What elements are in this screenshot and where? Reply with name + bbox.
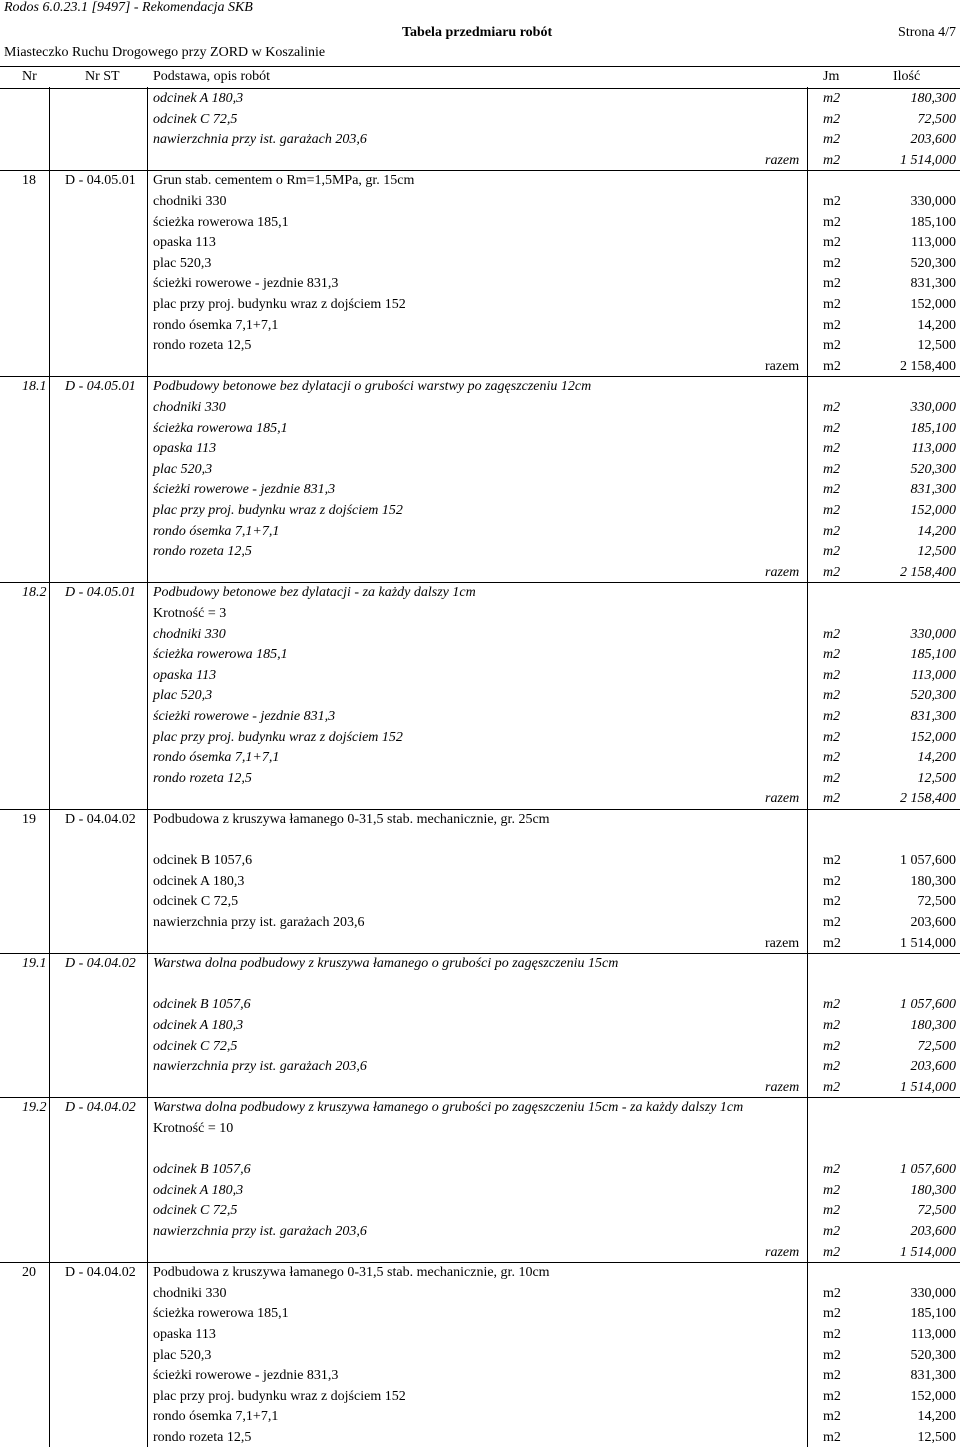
line-unit: m2 — [823, 997, 841, 1013]
subtotal-unit: m2 — [823, 152, 841, 168]
line-quantity: 831,300 — [910, 482, 956, 498]
line-unit: m2 — [823, 1038, 841, 1054]
subtotal-quantity: 2 158,400 — [900, 791, 956, 807]
line-unit: m2 — [823, 853, 841, 869]
line-description: plac 520,3 — [153, 688, 213, 704]
line-unit: m2 — [823, 91, 841, 106]
line-description: plac 520,3 — [153, 461, 213, 477]
line-description: rondo ósemka 7,1+7,1 — [153, 317, 279, 333]
line-unit: m2 — [823, 1327, 841, 1342]
line-unit: m2 — [823, 1430, 841, 1445]
line-quantity: 12,500 — [917, 338, 956, 354]
line-description: plac 520,3 — [153, 1347, 212, 1363]
table-row — [0, 315, 960, 336]
table-row — [0, 273, 960, 294]
line-unit: m2 — [823, 544, 841, 560]
subtotal-quantity: 2 158,400 — [900, 358, 956, 374]
line-description: odcinek C 72,5 — [153, 894, 239, 910]
spec-code: D - 04.05.01 — [65, 585, 136, 601]
subtotal-label: razem — [765, 152, 800, 168]
line-quantity: 185,100 — [910, 420, 956, 436]
line-description: rondo rozeta 12,5 — [153, 338, 252, 354]
line-unit: m2 — [823, 420, 841, 436]
table-row — [0, 624, 960, 645]
line-description: odcinek A 180,3 — [153, 873, 245, 889]
item-description: Podbudowy betonowe bez dylatacji o grubości warstwy po zagęszczeniu 12cm — [153, 379, 592, 395]
line-description: odcinek B 1057,6 — [153, 1162, 251, 1178]
subtotal-unit: m2 — [823, 564, 841, 580]
line-quantity: 520,300 — [910, 1347, 956, 1363]
line-description: rondo ósemka 7,1+7,1 — [153, 523, 280, 539]
item-number: 19.2 — [22, 1100, 47, 1116]
spec-code: D - 04.05.01 — [65, 379, 136, 395]
table-row — [0, 1221, 960, 1242]
table-row — [0, 541, 960, 562]
item-description: Grun stab. cementem o Rm=1,5MPa, gr. 15cm — [153, 173, 415, 189]
table-row — [0, 438, 960, 459]
table-row — [0, 1036, 960, 1057]
line-description: opaska 113 — [153, 235, 216, 251]
line-description: ścieżki rowerowe - jezdnie 831,3 — [153, 482, 336, 498]
line-quantity: 1 057,600 — [900, 1162, 956, 1178]
line-description: opaska 113 — [153, 667, 217, 683]
line-quantity: 113,000 — [911, 235, 956, 251]
line-description: odcinek A 180,3 — [153, 1182, 244, 1198]
line-description: odcinek A 180,3 — [153, 1018, 244, 1033]
table-row — [0, 232, 960, 253]
item-number: 19.1 — [22, 956, 47, 972]
line-description: nawierzchnia przy ist. garażach 203,6 — [153, 132, 367, 148]
table-row — [0, 912, 960, 933]
document-title: Tabela przedmiaru robót — [402, 25, 553, 40]
item-description: Warstwa dolna podbudowy z kruszywa łamanego o grubości po zagęszczeniu 15cm — [153, 956, 619, 972]
table-row — [0, 665, 960, 686]
line-quantity: 14,200 — [917, 317, 956, 333]
header-description: Podstawa, opis robót — [153, 69, 271, 84]
line-description: plac 520,3 — [153, 255, 212, 271]
table-row — [0, 1056, 960, 1077]
line-description: plac przy proj. budynku wraz z dojściem 152 — [153, 503, 403, 518]
line-unit: m2 — [823, 276, 841, 292]
blank-row — [0, 974, 960, 995]
table-row — [0, 1365, 960, 1386]
subtotal-unit: m2 — [823, 935, 841, 951]
line-unit: m2 — [823, 400, 841, 415]
header-nr: Nr — [22, 69, 37, 84]
line-description: ścieżki rowerowe - jezdnie 831,3 — [153, 276, 339, 292]
table-row — [0, 418, 960, 439]
line-description: ścieżki rowerowe - jezdnie 831,3 — [153, 709, 336, 724]
line-quantity: 180,300 — [910, 1182, 956, 1198]
line-unit: m2 — [823, 523, 841, 539]
subtotal-row — [0, 933, 960, 954]
line-unit: m2 — [823, 1409, 841, 1425]
header-quantity: Ilość — [893, 69, 921, 84]
line-description: odcinek C 72,5 — [153, 1203, 238, 1219]
line-quantity: 180,300 — [910, 1018, 956, 1033]
line-unit: m2 — [823, 1162, 841, 1178]
line-description: nawierzchnia przy ist. garażach 203,6 — [153, 1224, 367, 1239]
table-row — [0, 1324, 960, 1345]
line-quantity: 152,000 — [910, 729, 956, 745]
subtotal-row — [0, 1077, 960, 1098]
item-header-row — [0, 809, 960, 830]
header-unit: Jm — [823, 69, 840, 84]
line-unit: m2 — [823, 1388, 841, 1404]
line-unit: m2 — [823, 503, 841, 518]
line-unit: m2 — [823, 750, 841, 766]
line-description: chodniki 330 — [153, 400, 226, 415]
line-quantity: 180,300 — [910, 91, 956, 106]
line-description: rondo ósemka 7,1+7,1 — [153, 750, 280, 766]
line-quantity: 72,500 — [917, 111, 956, 127]
multiplier-note — [0, 1118, 960, 1139]
table-row — [0, 459, 960, 480]
line-quantity: 1 057,600 — [900, 853, 956, 869]
line-description: chodniki 330 — [153, 626, 226, 642]
project-name: Miasteczko Ruchu Drogowego przy ZORD w Koszalinie — [4, 45, 326, 60]
line-description: odcinek C 72,5 — [153, 1038, 238, 1054]
line-description: chodniki 330 — [153, 1285, 227, 1301]
line-unit: m2 — [823, 317, 841, 333]
subtotal-label: razem — [765, 935, 800, 951]
line-quantity: 113,000 — [911, 441, 956, 457]
line-description: nawierzchnia przy ist. garażach 203,6 — [153, 915, 365, 930]
line-quantity: 72,500 — [917, 894, 956, 910]
line-description: chodniki 330 — [153, 194, 227, 209]
subtotal-unit: m2 — [823, 1244, 841, 1260]
spec-code: D - 04.04.02 — [65, 956, 136, 972]
line-quantity: 185,100 — [910, 647, 956, 663]
line-quantity: 113,000 — [911, 667, 956, 683]
multiplier-text: Krotność = 10 — [153, 1121, 234, 1136]
line-quantity: 180,300 — [910, 873, 956, 889]
line-quantity: 12,500 — [917, 544, 956, 560]
blank-row — [0, 1139, 960, 1160]
item-number: 20 — [22, 1265, 36, 1281]
line-unit: m2 — [823, 482, 841, 498]
line-description: ścieżka rowerowa 185,1 — [153, 420, 288, 436]
line-description: plac przy proj. budynku wraz z dojściem 152 — [153, 729, 403, 745]
line-description: plac przy proj. budynku wraz z dojściem 152 — [153, 297, 406, 312]
table-row — [0, 644, 960, 665]
line-quantity: 520,300 — [910, 461, 956, 477]
line-quantity: 520,300 — [910, 688, 956, 704]
line-quantity: 12,500 — [917, 770, 956, 786]
subtotal-row — [0, 356, 960, 377]
program-version: Rodos 6.0.23.1 [9497] - Rekomendacja SKB — [4, 0, 253, 15]
line-quantity: 330,000 — [910, 626, 956, 642]
subtotal-unit: m2 — [823, 1079, 841, 1095]
line-unit: m2 — [823, 235, 841, 251]
multiplier-note — [0, 603, 960, 624]
subtotal-row — [0, 150, 960, 171]
line-description: opaska 113 — [153, 441, 217, 457]
table-row — [0, 129, 960, 150]
item-header-row — [0, 1262, 960, 1283]
line-quantity: 203,600 — [910, 1224, 956, 1239]
line-quantity: 831,300 — [910, 276, 956, 292]
item-description: Warstwa dolna podbudowy z kruszywa łamanego o grubości po zagęszczeniu 15cm - za każdy dalszy 1cm — [153, 1100, 744, 1116]
spec-code: D - 04.04.02 — [65, 1100, 136, 1116]
line-description: ścieżka rowerowa 185,1 — [153, 214, 289, 230]
line-unit: m2 — [823, 111, 841, 127]
line-quantity: 113,000 — [911, 1327, 956, 1342]
line-description: nawierzchnia przy ist. garażach 203,6 — [153, 1059, 367, 1075]
line-unit: m2 — [823, 729, 841, 745]
table-row — [0, 1345, 960, 1366]
multiplier-text: Krotność = 3 — [153, 606, 227, 621]
line-unit: m2 — [823, 1059, 841, 1075]
line-quantity: 203,600 — [910, 1059, 956, 1075]
subtotal-unit: m2 — [823, 791, 841, 807]
table-header — [0, 66, 960, 89]
item-header-row — [0, 582, 960, 603]
line-quantity: 14,200 — [917, 1409, 956, 1425]
line-description: ścieżki rowerowe - jezdnie 831,3 — [153, 1368, 339, 1384]
line-quantity: 152,000 — [910, 503, 956, 518]
table-row — [0, 500, 960, 521]
table-row — [0, 685, 960, 706]
line-unit: m2 — [823, 1368, 841, 1384]
line-quantity: 152,000 — [910, 297, 956, 312]
line-quantity: 72,500 — [917, 1203, 956, 1219]
item-number: 18.2 — [22, 585, 47, 601]
table-row — [0, 521, 960, 542]
line-unit: m2 — [823, 1347, 841, 1363]
item-header-row — [0, 953, 960, 974]
table-row — [0, 1200, 960, 1221]
subtotal-unit: m2 — [823, 358, 841, 374]
table-row — [0, 109, 960, 130]
item-header-row — [0, 170, 960, 191]
line-quantity: 330,000 — [910, 400, 956, 415]
line-unit: m2 — [823, 894, 841, 910]
subtotal-row — [0, 1242, 960, 1263]
subtotal-label: razem — [765, 791, 800, 807]
line-unit: m2 — [823, 770, 841, 786]
line-description: plac przy proj. budynku wraz z dojściem 152 — [153, 1388, 406, 1404]
item-number: 19 — [22, 812, 36, 827]
table-row — [0, 253, 960, 274]
item-header-row — [0, 376, 960, 397]
subtotal-quantity: 2 158,400 — [900, 564, 956, 580]
line-description: rondo rozeta 12,5 — [153, 1430, 252, 1445]
subtotal-quantity: 1 514,000 — [900, 1079, 956, 1095]
line-unit: m2 — [823, 255, 841, 271]
line-unit: m2 — [823, 214, 841, 230]
line-unit: m2 — [823, 1306, 841, 1322]
table-row — [0, 1303, 960, 1324]
line-unit: m2 — [823, 915, 841, 930]
spec-code: D - 04.04.02 — [65, 1265, 136, 1281]
line-description: rondo rozeta 12,5 — [153, 770, 252, 786]
table-row — [0, 706, 960, 727]
table-row — [0, 747, 960, 768]
line-quantity: 185,100 — [910, 214, 956, 230]
line-quantity: 1 057,600 — [900, 997, 956, 1013]
table-row — [0, 727, 960, 748]
table-row — [0, 397, 960, 418]
spec-code: D - 04.05.01 — [65, 173, 136, 189]
line-unit: m2 — [823, 626, 841, 642]
line-description: odcinek B 1057,6 — [153, 853, 253, 869]
table-row — [0, 1283, 960, 1304]
line-unit: m2 — [823, 647, 841, 663]
item-number: 18 — [22, 173, 36, 189]
subtotal-label: razem — [765, 358, 800, 374]
line-quantity: 14,200 — [917, 523, 956, 539]
line-quantity: 330,000 — [910, 194, 956, 209]
item-description: Podbudowy betonowe bez dylatacji - za każdy dalszy 1cm — [153, 585, 476, 601]
table-row — [0, 1386, 960, 1407]
item-header-row — [0, 1097, 960, 1118]
line-quantity: 14,200 — [917, 750, 956, 766]
line-quantity: 831,300 — [910, 709, 956, 724]
line-unit: m2 — [823, 709, 841, 724]
table-row — [0, 88, 960, 109]
line-unit: m2 — [823, 1018, 841, 1033]
line-unit: m2 — [823, 132, 841, 148]
line-unit: m2 — [823, 688, 841, 704]
table-row — [0, 850, 960, 871]
line-unit: m2 — [823, 338, 841, 354]
subtotal-row — [0, 562, 960, 583]
line-quantity: 72,500 — [917, 1038, 956, 1054]
line-unit: m2 — [823, 873, 841, 889]
line-quantity: 152,000 — [910, 1388, 956, 1404]
blank-row — [0, 830, 960, 851]
line-description: ścieżka rowerowa 185,1 — [153, 1306, 289, 1322]
table-row — [0, 479, 960, 500]
subtotal-quantity: 1 514,000 — [900, 152, 956, 168]
table-row — [0, 1015, 960, 1036]
line-unit: m2 — [823, 194, 841, 209]
subtotal-label: razem — [765, 1244, 800, 1260]
item-number: 18.1 — [22, 379, 47, 395]
line-description: opaska 113 — [153, 1327, 216, 1342]
spec-code: D - 04.04.02 — [65, 812, 136, 827]
subtotal-row — [0, 788, 960, 809]
subtotal-label: razem — [765, 1079, 800, 1095]
line-description: rondo rozeta 12,5 — [153, 544, 252, 560]
table-row — [0, 891, 960, 912]
table-row — [0, 871, 960, 892]
table-row — [0, 191, 960, 212]
subtotal-quantity: 1 514,000 — [900, 935, 956, 951]
line-quantity: 203,600 — [910, 915, 956, 930]
line-unit: m2 — [823, 1182, 841, 1198]
table-row — [0, 294, 960, 315]
line-description: rondo ósemka 7,1+7,1 — [153, 1409, 279, 1425]
subtotal-quantity: 1 514,000 — [900, 1244, 956, 1260]
line-unit: m2 — [823, 1285, 841, 1301]
line-quantity: 203,600 — [910, 132, 956, 148]
table-row — [0, 1159, 960, 1180]
line-unit: m2 — [823, 667, 841, 683]
page-number: Strona 4/7 — [898, 25, 956, 40]
table-row — [0, 1406, 960, 1427]
table-row — [0, 768, 960, 789]
line-quantity: 520,300 — [910, 255, 956, 271]
line-description: odcinek C 72,5 — [153, 111, 238, 127]
line-quantity: 330,000 — [910, 1285, 956, 1301]
table-row — [0, 335, 960, 356]
item-description: Podbudowa z kruszywa łamanego 0-31,5 stab. mechanicznie, gr. 10cm — [153, 1265, 550, 1281]
header-nr-st: Nr ST — [85, 69, 120, 84]
line-quantity: 185,100 — [910, 1306, 956, 1322]
item-description: Podbudowa z kruszywa łamanego 0-31,5 stab. mechanicznie, gr. 25cm — [153, 812, 550, 827]
line-description: odcinek B 1057,6 — [153, 997, 251, 1013]
line-unit: m2 — [823, 1203, 841, 1219]
line-unit: m2 — [823, 297, 841, 312]
table-row — [0, 994, 960, 1015]
line-unit: m2 — [823, 461, 841, 477]
line-description: ścieżka rowerowa 185,1 — [153, 647, 288, 663]
table-row — [0, 1427, 960, 1448]
line-quantity: 831,300 — [910, 1368, 956, 1384]
line-unit: m2 — [823, 441, 841, 457]
line-quantity: 12,500 — [917, 1430, 956, 1445]
line-description: odcinek A 180,3 — [153, 91, 244, 106]
table-row — [0, 212, 960, 233]
subtotal-label: razem — [765, 564, 800, 580]
line-unit: m2 — [823, 1224, 841, 1239]
table-row — [0, 1180, 960, 1201]
